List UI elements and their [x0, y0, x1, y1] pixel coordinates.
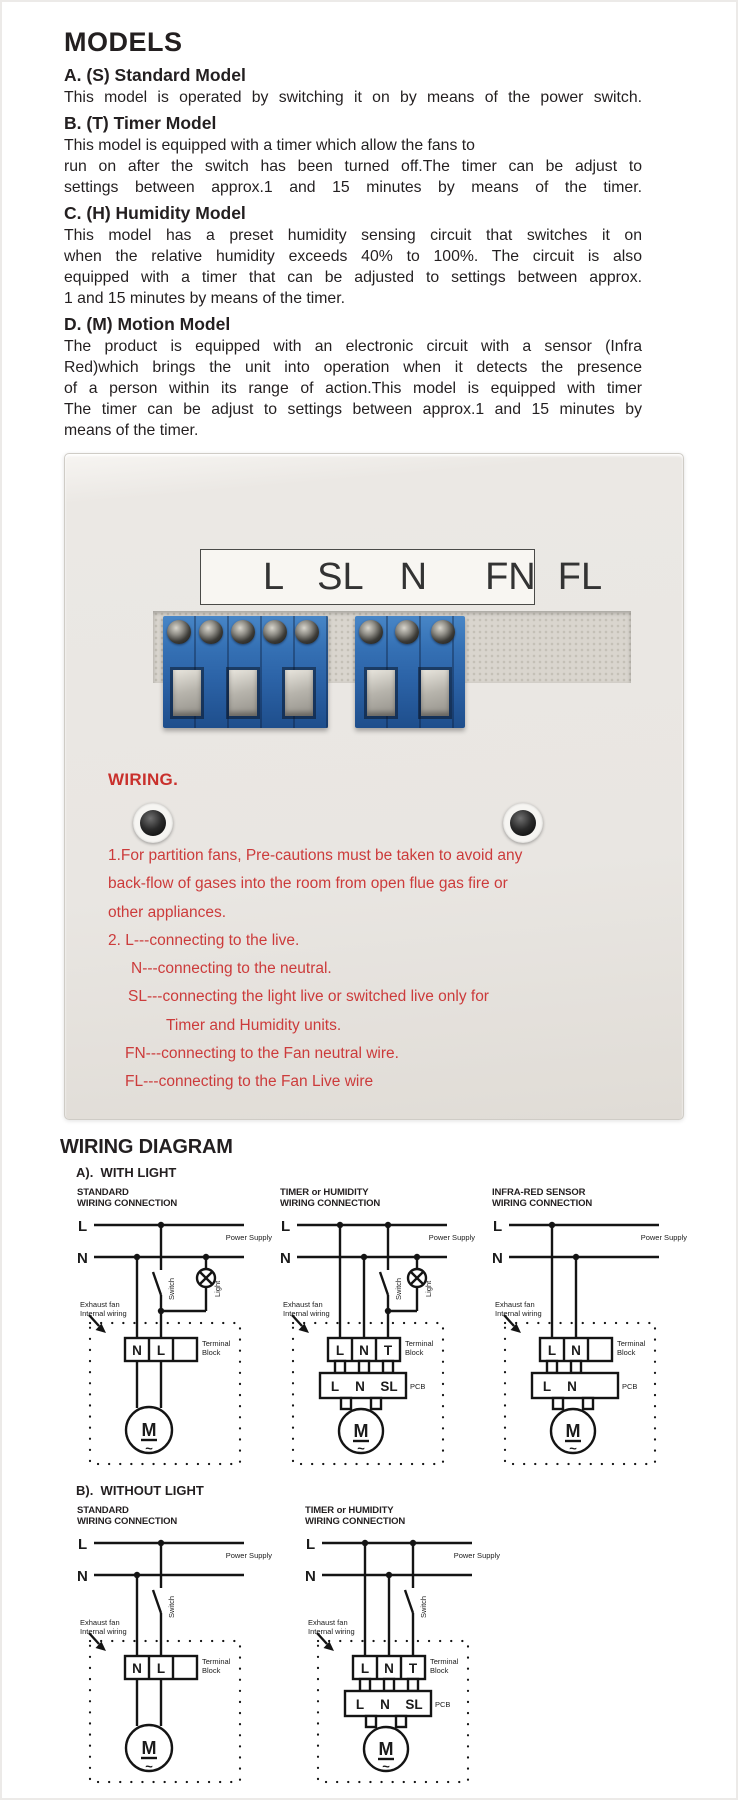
models-text-block: [64, 28, 642, 441]
diagram-title: WIRING CONNECTION: [305, 1516, 406, 1527]
switch-label: Switch: [167, 1277, 176, 1300]
section-heading: C. (H) Humidity Model: [64, 203, 246, 223]
terminal-cell: T: [408, 1661, 418, 1676]
pcb-symbol: [532, 1361, 637, 1398]
terminal-block-right: [355, 616, 465, 728]
live-rail-label: L: [493, 1218, 503, 1235]
mounting-hole-center: [510, 810, 536, 836]
neutral-rail-label: N: [77, 1568, 88, 1585]
wiring-diagram-title: WIRING DIAGRAM: [60, 1136, 233, 1158]
terminal-label-strip: [200, 549, 603, 605]
terminal-block-symbol: [125, 1656, 197, 1679]
body-line: This model is equipped with a timer which allow the fans to: [64, 137, 475, 154]
body-line: The product is equipped with an electronic circuit with a sensor (Infra: [64, 338, 642, 355]
wire-clamp: [229, 670, 257, 716]
section-humidity-model: [64, 204, 642, 309]
internal-wiring-label: Internal wiring: [80, 1309, 127, 1318]
body-line: of a person within its range of action.This model is equipped with timer: [64, 380, 642, 397]
switch-label: Switch: [167, 1595, 176, 1618]
switch-icon: [380, 1272, 388, 1295]
exhaust-fan-label: Exhaust fan: [80, 1300, 120, 1309]
motor-label: M: [378, 1739, 394, 1759]
mounting-hole: [503, 803, 543, 843]
light-label: Light: [213, 1280, 222, 1297]
section-heading: D. (M) Motion Model: [64, 314, 231, 334]
pcb-label: PCB: [435, 1700, 451, 1709]
body-line: settings between approx.1 and 15 minutes by means of the timer.: [64, 179, 642, 196]
terminal-cell: N: [571, 1343, 581, 1358]
exhaust-fan-label: Exhaust fan: [495, 1300, 535, 1309]
wire-clamp: [421, 670, 449, 716]
terminal-block-label: Terminal: [202, 1339, 231, 1348]
power-supply-label: Power Supply: [225, 1551, 272, 1560]
wire-clamp: [285, 670, 313, 716]
pcb-cell: SL: [405, 1697, 423, 1712]
section-timer-model: [64, 114, 642, 198]
diagram-title: STANDARD: [77, 1187, 129, 1198]
faceplate: [64, 453, 684, 1120]
section-heading: A. (S) Standard Model: [64, 65, 246, 85]
motor-symbol: [339, 1398, 383, 1456]
terminal-cell: N: [132, 1343, 142, 1358]
exhaust-fan-label: Exhaust fan: [283, 1300, 323, 1309]
screw-icon: [199, 620, 223, 644]
group-b-label: B). WITHOUT LIGHT: [76, 1483, 204, 1498]
switch-label: Switch: [419, 1595, 428, 1618]
motor-symbol: [126, 1361, 172, 1456]
body-line: equipped with a timer that can be adjusted to settings between approx.: [64, 269, 642, 286]
diagram-title: WIRING CONNECTION: [280, 1198, 381, 1209]
terminal-label-n: N: [399, 555, 428, 598]
motor-wave: ~: [145, 1441, 153, 1456]
power-supply-label: Power Supply: [453, 1551, 500, 1560]
terminal-block-label: Terminal: [202, 1657, 231, 1666]
section-heading: B. (T) Timer Model: [64, 113, 217, 133]
wiring-notes: [108, 842, 648, 1097]
live-rail-label: L: [78, 1536, 88, 1553]
diagram-standard-with-light: [74, 1187, 277, 1477]
circuit-timer-humidity-with-light: [277, 1212, 477, 1477]
pcb-label: PCB: [410, 1382, 426, 1391]
body-line: run on after the switch has been turned off.The timer can be adjust to: [64, 158, 642, 175]
terminal-block-label: Terminal: [405, 1339, 434, 1348]
switch-icon: [153, 1590, 161, 1613]
screw-icon: [359, 620, 383, 644]
neutral-rail-label: N: [492, 1250, 503, 1267]
body-line: Red)which brings the unit into operation when it detects the presence: [64, 359, 642, 376]
terminal-cell: T: [383, 1343, 393, 1358]
wiring-note-line: Timer and Humidity units.: [166, 1016, 342, 1034]
neutral-rail-label: N: [77, 1250, 88, 1267]
motor-label: M: [565, 1421, 581, 1441]
pcb-cell: N: [567, 1379, 577, 1394]
diagram-standard-without-light: [74, 1505, 302, 1795]
diagram-infra-red-sensor: [489, 1187, 704, 1477]
screw-icon: [295, 620, 319, 644]
motor-wave: ~: [382, 1759, 390, 1774]
diagram-title: STANDARD: [77, 1505, 129, 1516]
terminal-cell: N: [359, 1343, 369, 1358]
wiring-note-line: other appliances.: [108, 903, 227, 921]
terminal-block-label: Terminal: [430, 1657, 459, 1666]
switch-icon: [153, 1272, 161, 1295]
terminal-cell: N: [384, 1661, 394, 1676]
wiring-diagram-section: [60, 1136, 736, 1795]
exhaust-fan-label: Exhaust fan: [80, 1618, 120, 1627]
motor-label: M: [141, 1420, 157, 1440]
body-line: when the relative humidity exceeds 40% to 100%. The circuit is also: [64, 248, 642, 265]
terminal-cell: L: [547, 1343, 557, 1358]
motor-symbol: [551, 1398, 595, 1456]
wiring-note-line: FL---connecting to the Fan Live wire: [125, 1073, 374, 1091]
section-standard-model: [64, 66, 642, 108]
diagram-title: TIMER or HUMIDITY: [305, 1505, 394, 1516]
page-title: MODELS: [64, 27, 183, 57]
wiring-note-line: 2. L---connecting to the live.: [108, 931, 300, 949]
motor-wave: ~: [357, 1441, 365, 1456]
terminal-block-label: Block: [202, 1666, 221, 1675]
wiring-note-line: 1.For partition fans, Pre-cautions must be taken to avoid any: [108, 847, 523, 864]
internal-wiring-label: Internal wiring: [308, 1627, 355, 1636]
terminal-block-symbol: [328, 1338, 400, 1361]
diagram-title: INFRA-RED SENSOR: [492, 1187, 586, 1198]
pcb-cell: L: [330, 1379, 340, 1394]
screw-icon: [431, 620, 455, 644]
motor-symbol: [364, 1716, 408, 1774]
pcb-cell: L: [542, 1379, 552, 1394]
diagram-title: WIRING CONNECTION: [77, 1198, 178, 1209]
diagram-timer-humidity-with-light: [277, 1187, 489, 1477]
terminal-cell: L: [335, 1343, 345, 1358]
terminal-cell: L: [156, 1343, 166, 1358]
wire-clamp: [367, 670, 395, 716]
internal-wiring-label: Internal wiring: [495, 1309, 542, 1318]
pcb-symbol: [320, 1361, 425, 1398]
motor-label: M: [141, 1738, 157, 1758]
switch-label: Switch: [394, 1277, 403, 1300]
diagram-row-without-light: [74, 1505, 736, 1795]
diagram-title: WIRING CONNECTION: [77, 1516, 178, 1527]
circuit-standard-without-light: [74, 1530, 274, 1795]
exhaust-fan-label: Exhaust fan: [308, 1618, 348, 1627]
motor-wave: ~: [145, 1759, 153, 1774]
light-label: Light: [424, 1280, 433, 1297]
terminal-block-symbol: [540, 1338, 612, 1361]
terminal-block-label: Block: [405, 1348, 424, 1357]
terminal-block-label: Block: [617, 1348, 636, 1357]
terminal-block-label: Terminal: [617, 1339, 646, 1348]
pcb-symbol: [345, 1679, 450, 1716]
terminal-cell: L: [156, 1661, 166, 1676]
motor-wave: ~: [569, 1441, 577, 1456]
wiring-note-line: FN---connecting to the Fan neutral wire.: [125, 1045, 399, 1063]
circuit-timer-humidity-without-light: [302, 1530, 502, 1795]
terminal-block-label: Block: [202, 1348, 221, 1357]
power-supply-label: Power Supply: [640, 1233, 687, 1242]
terminal-block-label: Block: [430, 1666, 449, 1675]
body-line: means of the timer.: [64, 422, 199, 439]
neutral-rail-label: N: [280, 1250, 291, 1267]
mounting-hole: [133, 803, 173, 843]
wire-clamp: [173, 670, 201, 716]
wiring-note-line: SL---connecting the light live or switched live only for: [128, 988, 489, 1006]
body-line: The timer can be adjust to settings between approx.1 and 15 minutes by: [64, 401, 642, 418]
motor-label: M: [353, 1421, 369, 1441]
body-line: This model is operated by switching it on by means of the power switch.: [64, 89, 642, 106]
body-line: 1 and 15 minutes by means of the timer.: [64, 290, 345, 307]
live-rail-label: L: [78, 1218, 88, 1235]
terminal-label-fn: FN: [485, 555, 536, 598]
diagram-title: WIRING CONNECTION: [492, 1198, 593, 1209]
screw-icon: [231, 620, 255, 644]
internal-wiring-label: Internal wiring: [283, 1309, 330, 1318]
wiring-note-line: N---connecting to the neutral.: [131, 960, 332, 978]
diagram-title: TIMER or HUMIDITY: [280, 1187, 369, 1198]
body-line: This model has a preset humidity sensing circuit that switches it on: [64, 227, 642, 244]
neutral-rail-label: N: [305, 1568, 316, 1585]
screw-icon: [395, 620, 419, 644]
terminal-block-symbol: [353, 1656, 425, 1679]
terminal-cell: N: [132, 1661, 142, 1676]
power-supply-label: Power Supply: [225, 1233, 272, 1242]
pcb-cell: SL: [380, 1379, 398, 1394]
circuit-standard-with-light: [74, 1212, 274, 1477]
terminal-label-l: L: [263, 555, 285, 598]
wiring-heading: WIRING.: [108, 770, 179, 789]
pcb-cell: N: [355, 1379, 365, 1394]
pcb-label: PCB: [622, 1382, 638, 1391]
screw-icon: [167, 620, 191, 644]
power-supply-label: Power Supply: [428, 1233, 475, 1242]
section-motion-model: [64, 315, 642, 441]
switch-icon: [405, 1590, 413, 1613]
live-rail-label: L: [306, 1536, 316, 1553]
terminal-label-fl: FL: [557, 555, 603, 598]
diagram-timer-humidity-without-light: [302, 1505, 514, 1795]
motor-symbol: [126, 1679, 172, 1774]
internal-wiring-label: Internal wiring: [80, 1627, 127, 1636]
live-rail-label: L: [281, 1218, 291, 1235]
screw-icon: [263, 620, 287, 644]
terminal-block-symbol: [125, 1338, 197, 1361]
terminal-block-left: [163, 616, 328, 728]
group-a-label: A). WITH LIGHT: [76, 1165, 177, 1180]
pcb-cell: L: [355, 1697, 365, 1712]
terminal-cell: L: [360, 1661, 370, 1676]
terminal-label-sl: SL: [317, 555, 364, 598]
pcb-cell: N: [380, 1697, 390, 1712]
mounting-hole-center: [140, 810, 166, 836]
wiring-note-line: back-flow of gases into the room from open flue gas fire or: [108, 875, 508, 893]
circuit-infra-red-sensor: [489, 1212, 689, 1477]
diagram-row-with-light: [74, 1187, 736, 1477]
terminal-faceplate-photo: [64, 453, 684, 1120]
